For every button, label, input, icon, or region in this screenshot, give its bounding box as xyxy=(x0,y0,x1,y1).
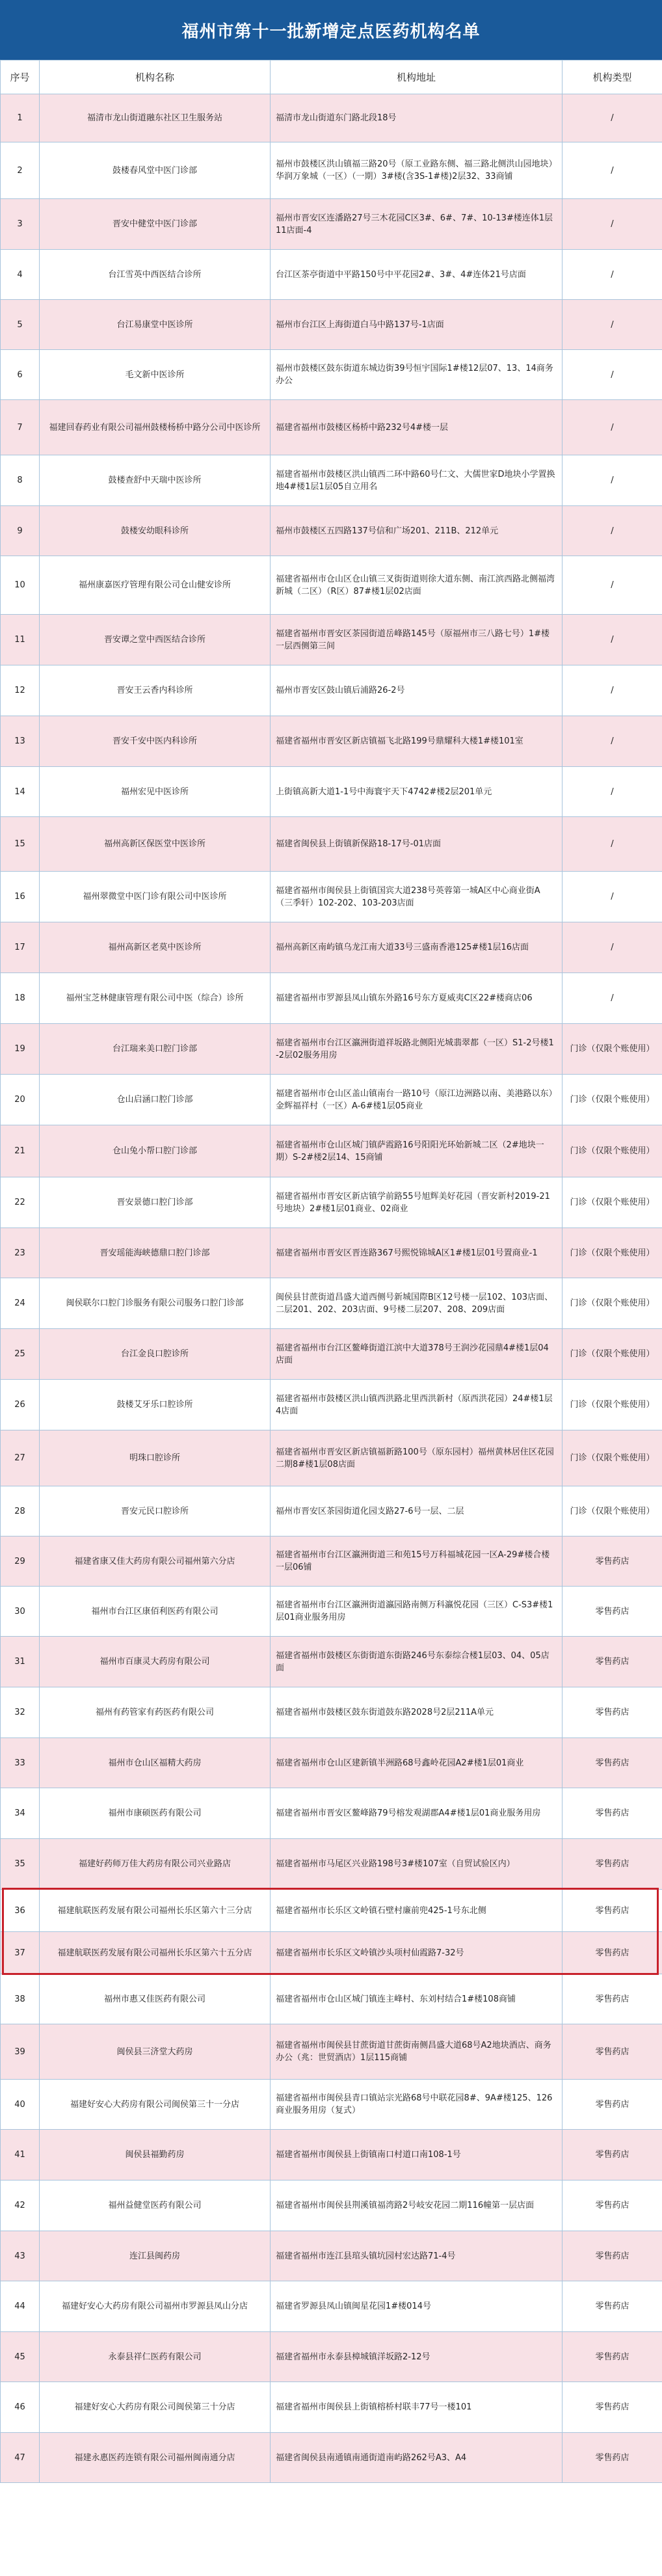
table-row xyxy=(1,2080,662,2130)
table-body xyxy=(1,94,662,2483)
row-type: / xyxy=(563,142,662,199)
table-row xyxy=(1,922,662,973)
row-name: 明珠口腔诊所 xyxy=(40,1430,271,1486)
row-type: / xyxy=(563,350,662,400)
row-name: 台江易康堂中医诊所 xyxy=(40,300,271,350)
row-type: 零售药店 xyxy=(563,2281,662,2332)
table-row xyxy=(1,1177,662,1228)
row-no: 12 xyxy=(1,665,40,716)
row-name: 晋安中健堂中医门诊部 xyxy=(40,199,271,250)
row-type: 零售药店 xyxy=(563,1974,662,2024)
table-row xyxy=(1,817,662,872)
row-address: 台江区茶亭街道中平路150号中平花园2#、3#、4#连体21号店面 xyxy=(271,250,563,300)
row-address: 福建省福州市闽侯县上街镇榕桥村联丰77号一楼101 xyxy=(271,2382,563,2433)
row-name: 福州市仓山区福精大药房 xyxy=(40,1738,271,1788)
table-row xyxy=(1,2180,662,2231)
row-type: / xyxy=(563,665,662,716)
page-title: 福州市第十一批新增定点医药机构名单 xyxy=(0,0,662,60)
header-type: 机构类型 xyxy=(563,60,662,94)
table-row xyxy=(1,2332,662,2382)
row-name: 晋安千安中医内科诊所 xyxy=(40,716,271,767)
row-no: 18 xyxy=(1,973,40,1024)
table-row xyxy=(1,455,662,506)
row-no: 32 xyxy=(1,1687,40,1738)
row-type: 零售药店 xyxy=(563,2332,662,2382)
row-name: 福清市龙山街道融东社区卫生服务站 xyxy=(40,94,271,142)
row-address: 福州市鼓楼区五四路137号信和广场201、211B、212单元 xyxy=(271,506,563,556)
row-name: 闽侯联尔口腔门诊服务有限公司服务口腔门诊部 xyxy=(40,1278,271,1329)
row-no: 33 xyxy=(1,1738,40,1788)
table-row xyxy=(1,1430,662,1486)
row-type: 零售药店 xyxy=(563,1587,662,1637)
table-row xyxy=(1,199,662,250)
row-no: 47 xyxy=(1,2433,40,2483)
row-no: 34 xyxy=(1,1788,40,1839)
row-no: 6 xyxy=(1,350,40,400)
row-no: 38 xyxy=(1,1974,40,2024)
row-address: 福建省福州市长乐区文岭镇沙头项村仙霞路7-32号 xyxy=(271,1932,563,1974)
row-no: 43 xyxy=(1,2231,40,2281)
row-address: 福建省福州市长乐区文岭镇石壁村廉前兜425-1号东北侧 xyxy=(271,1890,563,1932)
row-address: 福建省福州市永泰县樟城镇洋坂路2-12号 xyxy=(271,2332,563,2382)
row-no: 24 xyxy=(1,1278,40,1329)
row-name: 福州益健堂医药有限公司 xyxy=(40,2180,271,2231)
row-type: 门诊（仅限个账使用） xyxy=(563,1380,662,1430)
row-type: / xyxy=(563,455,662,506)
row-address: 福建省福州市晋安区新店镇福新路100号（原东园村）福州黄林居住区花园二期8#楼1层08店面 xyxy=(271,1430,563,1486)
row-address: 福建省福州市闽侯县上街镇南口村道口南108-1号 xyxy=(271,2130,563,2180)
row-name: 毛文新中医诊所 xyxy=(40,350,271,400)
row-address: 福建省福州市台江区瀛洲街道祥坂路北侧阳光城翡翠都（一区）S1-2号楼1-2层02服务用房 xyxy=(271,1024,563,1075)
table-row xyxy=(1,716,662,767)
row-address: 福建省福州市台江区瀛洲街道三和苑15号万科福城花园一区A-29#楼合楼一层06铺 xyxy=(271,1536,563,1587)
row-address: 福建省福州市闽侯县青口镇站宗光路68号中联花园8#、9A#楼125、126商业服务用房（复式） xyxy=(271,2080,563,2130)
row-address: 福建省福州市鼓楼区洪山镇西二环中路60号仁文、大儒世家D地块小学置换地4#楼1层1层05自立用名 xyxy=(271,455,563,506)
row-no: 23 xyxy=(1,1228,40,1278)
row-no: 3 xyxy=(1,199,40,250)
row-type: 零售药店 xyxy=(563,2180,662,2231)
table-row xyxy=(1,2382,662,2433)
row-no: 27 xyxy=(1,1430,40,1486)
row-address: 福建省福州市鼓楼区杨桥中路232号4#楼一层 xyxy=(271,400,563,455)
table-row xyxy=(1,1024,662,1075)
row-address: 福建省福州市晋安区新店镇福飞北路199号鼎耀科大楼1#楼101室 xyxy=(271,716,563,767)
row-name: 福建航联医药发展有限公司福州长乐区第六十五分店 xyxy=(40,1932,271,1974)
row-name: 鼓楼春风堂中医门诊部 xyxy=(40,142,271,199)
row-address: 福建省福州市晋安区晋连路367号熙悦锦城A区1#楼1层01号置商业-1 xyxy=(271,1228,563,1278)
row-address: 福建省福州市连江县琯头镇坑园村宏达路71-4号 xyxy=(271,2231,563,2281)
row-type: / xyxy=(563,817,662,872)
row-address: 福建省福州市鼓楼区洪山镇西洪路北里西洪新村（原西洪花园）24#楼1层4店面 xyxy=(271,1380,563,1430)
table-row xyxy=(1,1637,662,1687)
row-name: 鼓楼艾牙乐口腔诊所 xyxy=(40,1380,271,1430)
row-no: 35 xyxy=(1,1839,40,1890)
row-type: 零售药店 xyxy=(563,1687,662,1738)
row-name: 鼓楼查舒中天瑞中医诊所 xyxy=(40,455,271,506)
table-row xyxy=(1,1125,662,1177)
row-address: 上街镇高新大道1-1号中海寰宇天下4742#楼2层201单元 xyxy=(271,767,563,817)
row-type: 门诊（仅限个账使用） xyxy=(563,1329,662,1380)
header-no: 序号 xyxy=(1,60,40,94)
row-type: 零售药店 xyxy=(563,2231,662,2281)
institution-table xyxy=(0,60,662,2483)
table-row xyxy=(1,2433,662,2483)
row-name: 福州高新区老莫中医诊所 xyxy=(40,922,271,973)
row-type: 门诊（仅限个账使用） xyxy=(563,1228,662,1278)
table-row xyxy=(1,1380,662,1430)
row-name: 晋安瑶能海峡德鼎口腔门诊部 xyxy=(40,1228,271,1278)
table-row xyxy=(1,1890,662,1932)
row-no: 21 xyxy=(1,1125,40,1177)
table-row xyxy=(1,2024,662,2080)
row-no: 36 xyxy=(1,1890,40,1932)
row-name: 福州高新区保医堂中医诊所 xyxy=(40,817,271,872)
row-type: / xyxy=(563,300,662,350)
table-row xyxy=(1,767,662,817)
row-no: 31 xyxy=(1,1637,40,1687)
row-name: 台江金良口腔诊所 xyxy=(40,1329,271,1380)
row-no: 4 xyxy=(1,250,40,300)
row-type: 门诊（仅限个账使用） xyxy=(563,1024,662,1075)
row-type: 零售药店 xyxy=(563,2024,662,2080)
row-address: 福州市晋安区连潘路27号三木花园C区3#、6#、7#、10-13#楼连体1层11店面-4 xyxy=(271,199,563,250)
row-no: 5 xyxy=(1,300,40,350)
table-header-row xyxy=(1,60,662,94)
table-row xyxy=(1,615,662,665)
row-type: / xyxy=(563,94,662,142)
row-type: 门诊（仅限个账使用） xyxy=(563,1125,662,1177)
row-no: 44 xyxy=(1,2281,40,2332)
table-row xyxy=(1,1587,662,1637)
row-address: 福建省罗源县凤山镇闽星花园1#楼014号 xyxy=(271,2281,563,2332)
table-row xyxy=(1,2281,662,2332)
table-row xyxy=(1,1075,662,1125)
row-address: 福建省福州市马尾区兴业路198号3#楼107室（自贸试验区内） xyxy=(271,1839,563,1890)
table-row xyxy=(1,872,662,922)
row-type: 零售药店 xyxy=(563,1738,662,1788)
row-address: 福州市台江区上海街道白马中路137号-1店面 xyxy=(271,300,563,350)
table-row xyxy=(1,1974,662,2024)
row-name: 台江雪英中西医结合诊所 xyxy=(40,250,271,300)
table-row xyxy=(1,350,662,400)
row-address: 福州市晋安区茶园街道化园支路27-6号一层、二层 xyxy=(271,1486,563,1536)
row-address: 福建省福州市闽侯县上街镇国宾大道238号英蓉第一城A区中心商业街A（三季轩）102-202、103-203店面 xyxy=(271,872,563,922)
row-address: 福建省福州市闽侯县荆溪镇福湾路2号岐安花园二期116幢第一层店面 xyxy=(271,2180,563,2231)
row-address: 闽侯县甘蔗街道昌盛大道西侧号新城国際B区12号楼一层102、103店面、二层201、202、203店面、9号楼二层207、208、209店面 xyxy=(271,1278,563,1329)
row-address: 福州市鼓楼区鼓东街道东城边街39号恒宇国际1#楼12层07、13、14商务办公 xyxy=(271,350,563,400)
row-name: 福建回春药业有限公司福州鼓楼杨桥中路分公司中医诊所 xyxy=(40,400,271,455)
row-name: 鼓楼安幼眼科诊所 xyxy=(40,506,271,556)
table-row xyxy=(1,1536,662,1587)
row-no: 26 xyxy=(1,1380,40,1430)
row-address: 福建省福州市鼓楼区东街街道东街路246号东泰综合楼1层03、04、05店面 xyxy=(271,1637,563,1687)
table-row xyxy=(1,1788,662,1839)
table-row xyxy=(1,1329,662,1380)
row-type: 零售药店 xyxy=(563,1788,662,1839)
table-row xyxy=(1,2130,662,2180)
row-name: 台江瑞来美口腔门诊部 xyxy=(40,1024,271,1075)
row-no: 13 xyxy=(1,716,40,767)
row-type: 门诊（仅限个账使用） xyxy=(563,1177,662,1228)
row-address: 福建省福州市罗源县凤山镇东外路16号东方夏威夷C区22#楼商店06 xyxy=(271,973,563,1024)
row-type: 零售药店 xyxy=(563,1932,662,1974)
row-type: / xyxy=(563,400,662,455)
table-row xyxy=(1,300,662,350)
row-no: 45 xyxy=(1,2332,40,2382)
row-address: 福建省福州市晋安区茶园街道岳峰路145号（原福州市三八路七号）1#楼一层西侧第三间 xyxy=(271,615,563,665)
row-no: 16 xyxy=(1,872,40,922)
row-name: 晋安王云香内科诊所 xyxy=(40,665,271,716)
row-type: / xyxy=(563,615,662,665)
row-name: 仓山启涵口腔门诊部 xyxy=(40,1075,271,1125)
row-no: 11 xyxy=(1,615,40,665)
table-row xyxy=(1,556,662,615)
row-address: 福清市龙山街道东门路北段18号 xyxy=(271,94,563,142)
row-no: 15 xyxy=(1,817,40,872)
table-row xyxy=(1,1839,662,1890)
row-address: 福建省闽侯县上街镇新保路18-17号-01店面 xyxy=(271,817,563,872)
table-row xyxy=(1,142,662,199)
row-address: 福州市鼓楼区洪山镇福三路20号（原工业路东侧、福三路北侧洪山园地块）华润万象城（一区）（一期）3#楼(含3S-1#楼)2层32、33商铺 xyxy=(271,142,563,199)
table-row xyxy=(1,1738,662,1788)
row-type: 零售药店 xyxy=(563,1890,662,1932)
row-type: / xyxy=(563,922,662,973)
row-address: 福建省福州市仓山区城门镇连主峰村、东刘村结合1#楼108商铺 xyxy=(271,1974,563,2024)
row-name: 福州市惠又佳医药有限公司 xyxy=(40,1974,271,2024)
row-name: 连江县闽药房 xyxy=(40,2231,271,2281)
row-name: 福州翠微堂中医门诊有限公司中医诊所 xyxy=(40,872,271,922)
header-name: 机构名称 xyxy=(40,60,271,94)
row-name: 福建好安心大药房有限公司闽侯第三十一分店 xyxy=(40,2080,271,2130)
row-name: 福州市台江区康佰利医药有限公司 xyxy=(40,1587,271,1637)
row-type: 零售药店 xyxy=(563,2433,662,2483)
row-name: 仓山兔小帮口腔门诊部 xyxy=(40,1125,271,1177)
row-no: 40 xyxy=(1,2080,40,2130)
row-name: 福州宏见中医诊所 xyxy=(40,767,271,817)
row-address: 福州高新区南屿镇乌龙江南大道33号三盛南香港125#楼1层16店面 xyxy=(271,922,563,973)
row-type: / xyxy=(563,716,662,767)
table-row xyxy=(1,1687,662,1738)
row-address: 福建省福州市仓山区盖山镇南台一路10号（原江边洲路以南、美港路以东）金辉福祥村（一区）A-6#楼1层05商业 xyxy=(271,1075,563,1125)
row-type: / xyxy=(563,872,662,922)
row-address: 福建省福州市仓山区城门镇萨霞路16号阳阳光环始新城二区（2#地块一期）S-2#楼2层14、15商铺 xyxy=(271,1125,563,1177)
table-row xyxy=(1,250,662,300)
row-type: 零售药店 xyxy=(563,1839,662,1890)
row-no: 30 xyxy=(1,1587,40,1637)
row-no: 7 xyxy=(1,400,40,455)
row-no: 39 xyxy=(1,2024,40,2080)
row-address: 福建省福州市台江区鳌峰街道江滨中大道378号王润沙花园鼎4#楼1层04店面 xyxy=(271,1329,563,1380)
row-address: 福建省福州市仓山区仓山镇三叉街街道则徐大道东侧、南江滨西路北侧福湾新城（二区）（R区）87#楼1层02店面 xyxy=(271,556,563,615)
row-no: 29 xyxy=(1,1536,40,1587)
row-no: 9 xyxy=(1,506,40,556)
row-name: 闽侯县福勤药房 xyxy=(40,2130,271,2180)
row-type: / xyxy=(563,767,662,817)
row-name: 晋安景德口腔门诊部 xyxy=(40,1177,271,1228)
row-name: 闽侯县三济堂大药房 xyxy=(40,2024,271,2080)
row-no: 20 xyxy=(1,1075,40,1125)
table-row xyxy=(1,506,662,556)
row-type: 零售药店 xyxy=(563,2130,662,2180)
row-type: 门诊（仅限个账使用） xyxy=(563,1075,662,1125)
row-type: 零售药店 xyxy=(563,1536,662,1587)
row-name: 福州康嘉医疗管理有限公司仓山健安诊所 xyxy=(40,556,271,615)
row-type: 零售药店 xyxy=(563,2382,662,2433)
row-type: 零售药店 xyxy=(563,1637,662,1687)
row-name: 晋安元民口腔诊所 xyxy=(40,1486,271,1536)
row-type: / xyxy=(563,250,662,300)
row-no: 37 xyxy=(1,1932,40,1974)
table-row xyxy=(1,400,662,455)
table-row xyxy=(1,665,662,716)
row-no: 14 xyxy=(1,767,40,817)
row-name: 福州宝芝林健康管理有限公司中医（综合）诊所 xyxy=(40,973,271,1024)
row-no: 42 xyxy=(1,2180,40,2231)
row-address: 福建省闽侯县南通镇南通街道南屿路262号A3、A4 xyxy=(271,2433,563,2483)
table-row xyxy=(1,1228,662,1278)
row-no: 8 xyxy=(1,455,40,506)
row-name: 福建永惠医药连锁有限公司福州闽南通分店 xyxy=(40,2433,271,2483)
row-name: 福建好安心大药房有限公司闽侯第三十分店 xyxy=(40,2382,271,2433)
row-name: 福建航联医药发展有限公司福州长乐区第六十三分店 xyxy=(40,1890,271,1932)
row-no: 22 xyxy=(1,1177,40,1228)
row-no: 19 xyxy=(1,1024,40,1075)
row-no: 41 xyxy=(1,2130,40,2180)
row-type: / xyxy=(563,199,662,250)
row-address: 福建省福州市晋安区新店镇学前路55号旭辉美好花园（晋安新村2019-21号地块）2#楼1层01商业、02商业 xyxy=(271,1177,563,1228)
row-no: 28 xyxy=(1,1486,40,1536)
row-name: 福州市百康灵大药房有限公司 xyxy=(40,1637,271,1687)
row-address: 福建省福州市台江区瀛洲街道瀛园路南侧万科瀛悦花园（三区）C-S3#楼1层01商业服务用房 xyxy=(271,1587,563,1637)
row-no: 10 xyxy=(1,556,40,615)
row-type: 门诊（仅限个账使用） xyxy=(563,1430,662,1486)
table-row xyxy=(1,973,662,1024)
row-type: 门诊（仅限个账使用） xyxy=(563,1486,662,1536)
table-row xyxy=(1,2231,662,2281)
row-name: 福州有药管家有药医药有限公司 xyxy=(40,1687,271,1738)
row-no: 17 xyxy=(1,922,40,973)
table-row xyxy=(1,1932,662,1974)
row-type: / xyxy=(563,556,662,615)
table-row xyxy=(1,1278,662,1329)
row-no: 1 xyxy=(1,94,40,142)
row-address: 福建省福州市闽侯县甘蔗街道甘蔗街南侧昌盛大道68号A2地块酒店、商务办公（兆：世贸酒店）1层115商铺 xyxy=(271,2024,563,2080)
row-name: 福州市康硕医药有限公司 xyxy=(40,1788,271,1839)
table-row xyxy=(1,94,662,142)
row-type: 门诊（仅限个账使用） xyxy=(563,1278,662,1329)
row-address: 福建省福州市鼓楼区鼓东街道鼓东路2028号2层211A单元 xyxy=(271,1687,563,1738)
row-no: 25 xyxy=(1,1329,40,1380)
row-name: 晋安谭之堂中西医结合诊所 xyxy=(40,615,271,665)
table-row xyxy=(1,1486,662,1536)
row-type: 零售药店 xyxy=(563,2080,662,2130)
row-address: 福建省福州市晋安区鳌峰路79号榕发观湖郡A4#楼1层01商业服务用房 xyxy=(271,1788,563,1839)
row-type: / xyxy=(563,506,662,556)
row-address: 福建省福州市仓山区建新镇半洲路68号鑫岭花园A2#楼1层01商业 xyxy=(271,1738,563,1788)
row-no: 46 xyxy=(1,2382,40,2433)
row-name: 福建好安心大药房有限公司福州市罗源县凤山分店 xyxy=(40,2281,271,2332)
row-no: 2 xyxy=(1,142,40,199)
header-address: 机构地址 xyxy=(271,60,563,94)
row-name: 福建好药师万佳大药房有限公司兴业路店 xyxy=(40,1839,271,1890)
row-name: 永泰县祥仁医药有限公司 xyxy=(40,2332,271,2382)
row-name: 福建省康又佳大药房有限公司福州第六分店 xyxy=(40,1536,271,1587)
row-type: / xyxy=(563,973,662,1024)
row-address: 福州市晋安区鼓山镇后浦路26-2号 xyxy=(271,665,563,716)
